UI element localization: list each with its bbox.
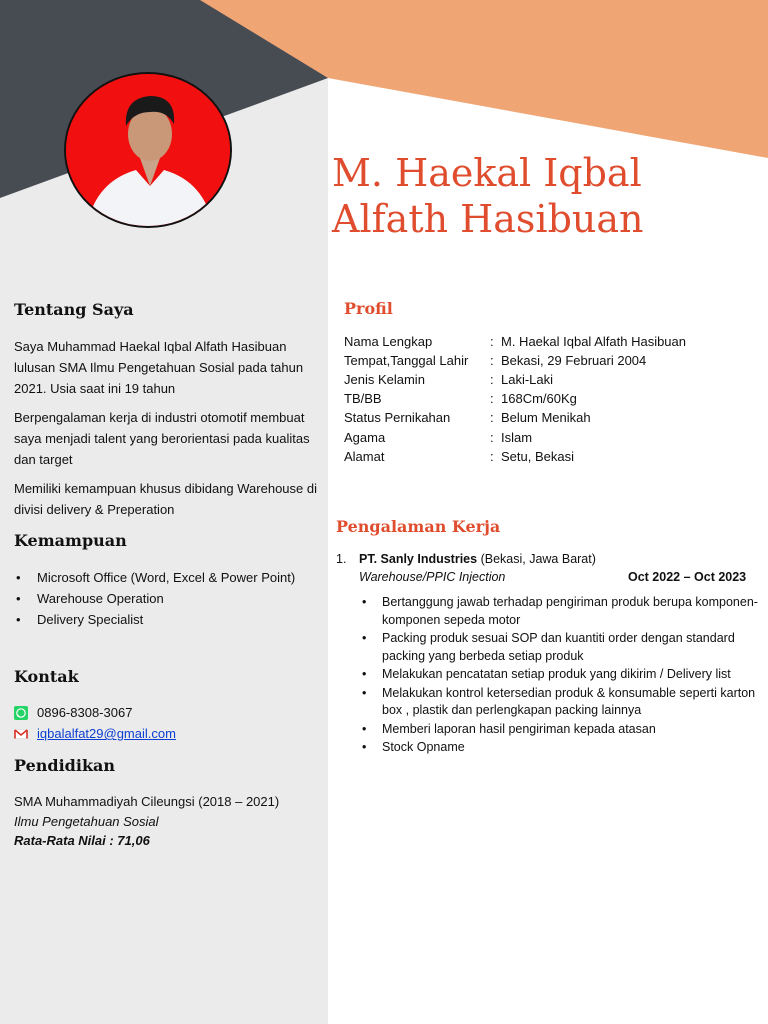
person-silhouette-icon [66, 74, 232, 228]
job-location: (Bekasi, Jawa Barat) [480, 552, 596, 566]
profile-label: Status Pernikahan [344, 410, 451, 425]
job-task: • Packing produk sesuai SOP dan kuantiti order dengan standard packing yang berbeda setiap produk [360, 630, 760, 665]
contact-title: Kontak [14, 667, 79, 686]
job-task: • Stock Opname [360, 739, 760, 757]
about-title: Tentang Saya [14, 300, 134, 319]
profile-row [344, 428, 532, 447]
profile-value: Setu, Bekasi [501, 449, 574, 464]
education-title: Pendidikan [14, 756, 116, 775]
skill-item: • Warehouse Operation [14, 588, 314, 609]
skills-list [14, 567, 314, 630]
profile-value: Laki-Laki [501, 372, 554, 387]
skill-item: • Microsoft Office (Word, Excel & Power Point) [14, 567, 314, 588]
profile-row [344, 351, 646, 370]
about-paragraph-2: Berpengalaman kerja di industri otomotif membuat saya menjadi talent yang berorientasi pada kualitas dan target [14, 410, 310, 467]
gmail-icon [14, 727, 28, 741]
email-link[interactable]: iqbalalfat29@gmail.com [37, 726, 176, 741]
profile-photo [64, 72, 232, 228]
profile-title: Profil [344, 299, 393, 318]
profile-value: Belum Menikah [501, 410, 591, 425]
profile-separator: : [490, 449, 494, 464]
profile-separator: : [490, 353, 494, 368]
candidate-name [332, 150, 644, 242]
profile-value: Bekasi, 29 Februari 2004 [501, 353, 647, 368]
job-task-list [360, 594, 760, 758]
education-major: Ilmu Pengetahuan Sosial [14, 814, 159, 829]
profile-row [344, 389, 577, 408]
contact-phone [14, 703, 132, 723]
profile-row [344, 370, 553, 389]
profile-label: Jenis Kelamin [344, 372, 425, 387]
whatsapp-icon [14, 706, 28, 720]
job-task: • Melakukan pencatatan setiap produk yang dikirim / Delivery list [360, 666, 760, 684]
name-line-1: M. Haekal Iqbal [332, 151, 642, 195]
profile-separator: : [490, 391, 494, 406]
profile-separator: : [490, 430, 494, 445]
job-task: • Memberi laporan hasil pengiriman kepada atasan [360, 721, 760, 739]
name-line-2: Alfath Hasibuan [332, 197, 644, 241]
skills-title: Kemampuan [14, 531, 127, 550]
profile-value: M. Haekal Iqbal Alfath Hasibuan [501, 334, 686, 349]
profile-value: Islam [501, 430, 533, 445]
profile-row [344, 332, 686, 351]
job-company: PT. Sanly Industries [359, 552, 478, 566]
profile-separator: : [490, 410, 494, 425]
job-header [336, 550, 596, 568]
profile-separator: : [490, 334, 494, 349]
job-number: 1. [336, 552, 347, 566]
contact-email [14, 724, 176, 744]
about-paragraph-1: Saya Muhammad Haekal Iqbal Alfath Hasibuan lulusan SMA Ilmu Pengetahuan Sosial pada tahun 2021. Usia saat ini 19 tahun [14, 339, 304, 396]
profile-label: Alamat [344, 449, 385, 464]
profile-label: Tempat,Tanggal Lahir [344, 353, 469, 368]
education-grade: Rata-Rata Nilai : 71,06 [14, 833, 150, 848]
profile-label: TB/BB [344, 391, 382, 406]
profile-value: 168Cm/60Kg [501, 391, 577, 406]
profile-row [344, 447, 574, 466]
job-task: • Melakukan kontrol ketersedian produk & konsumable seperti karton box , plastik dan perlengkapan packing lainnya [360, 685, 760, 720]
profile-label: Nama Lengkap [344, 334, 433, 349]
about-paragraph-3: Memiliki kemampuan khusus dibidang Warehouse di divisi delivery & Preperation [14, 481, 317, 517]
job-role: Warehouse/PPIC Injection [359, 570, 506, 584]
experience-title: Pengalaman Kerja [336, 517, 501, 536]
job-period: Oct 2022 – Oct 2023 [628, 570, 747, 584]
profile-separator: : [490, 372, 494, 387]
skill-item: • Delivery Specialist [14, 609, 314, 630]
education-school: SMA Muhammadiyah Cileungsi (2018 – 2021) [14, 794, 280, 809]
profile-row [344, 408, 591, 427]
profile-label: Agama [344, 430, 386, 445]
phone-number: 0896-8308-3067 [37, 705, 133, 720]
job-task: • Bertanggung jawab terhadap pengiriman produk berupa komponen-komponen sepeda motor [360, 594, 760, 629]
